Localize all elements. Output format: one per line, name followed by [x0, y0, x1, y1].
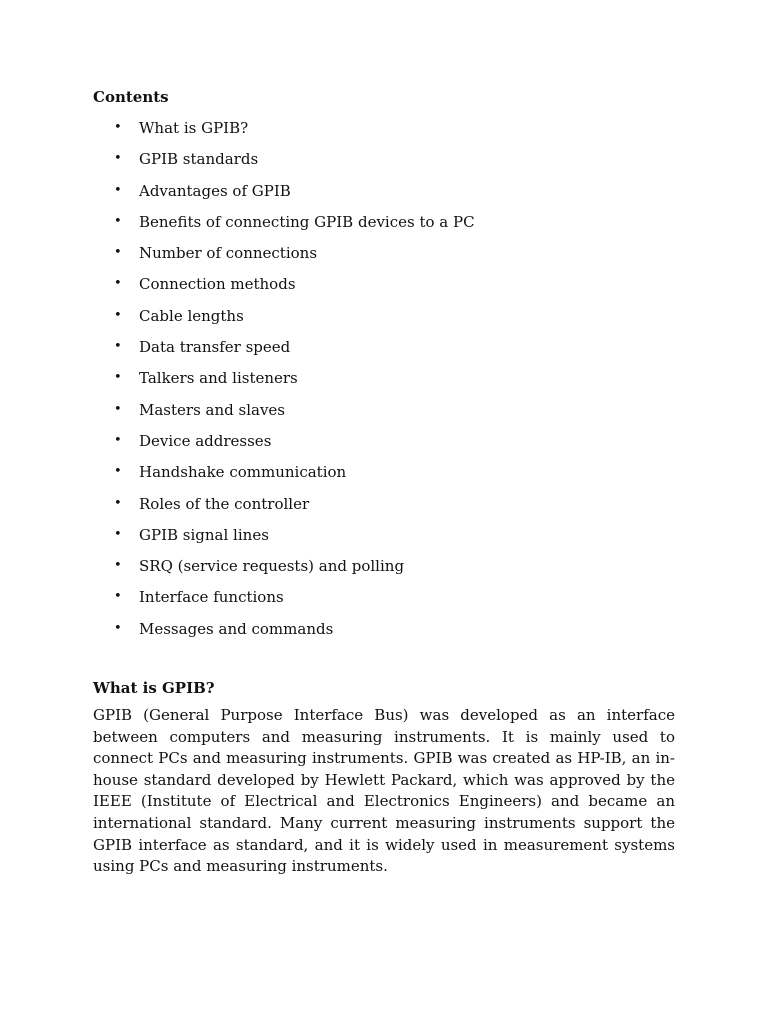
contents-item: • Messages and commands	[93, 618, 675, 649]
contents-list	[93, 117, 675, 649]
contents-item: • Advantages of GPIB	[93, 180, 675, 211]
contents-item: • Handshake communication	[93, 461, 675, 492]
section-heading: What is GPIB?	[93, 679, 215, 698]
document-page	[93, 86, 675, 878]
contents-item: • Cable lengths	[93, 305, 675, 336]
contents-item: • GPIB signal lines	[93, 524, 675, 555]
contents-item: • Masters and slaves	[93, 399, 675, 430]
contents-heading: Contents	[93, 88, 169, 106]
contents-item: • Device addresses	[93, 430, 675, 461]
contents-item: • Number of connections	[93, 242, 675, 273]
contents-item: • What is GPIB?	[93, 117, 675, 148]
contents-item: • Benefits of connecting GPIB devices to a PC	[93, 211, 675, 242]
contents-item: • Connection methods	[93, 273, 675, 304]
contents-item: • Roles of the controller	[93, 493, 675, 524]
contents-item: • GPIB standards	[93, 148, 675, 179]
contents-item: • Data transfer speed	[93, 336, 675, 367]
contents-item: • Interface functions	[93, 586, 675, 617]
contents-item: • SRQ (service requests) and polling	[93, 555, 675, 586]
section-paragraph: GPIB (General Purpose Interface Bus) was developed as an interface between computers and measuring instruments. It is mainly used to connect PCs and measuring instruments. GPIB was created as HP-IB, an in-house standard developed by Hewlett Packard, which was approved by the IEEE (Institute of Electrical and Electronics Engineers) and became an international standard. Many current measuring instruments support the GPIB interface as standard, and it is widely used in measurement systems using PCs and measuring instruments.	[93, 706, 675, 876]
contents-item: • Talkers and listeners	[93, 367, 675, 398]
